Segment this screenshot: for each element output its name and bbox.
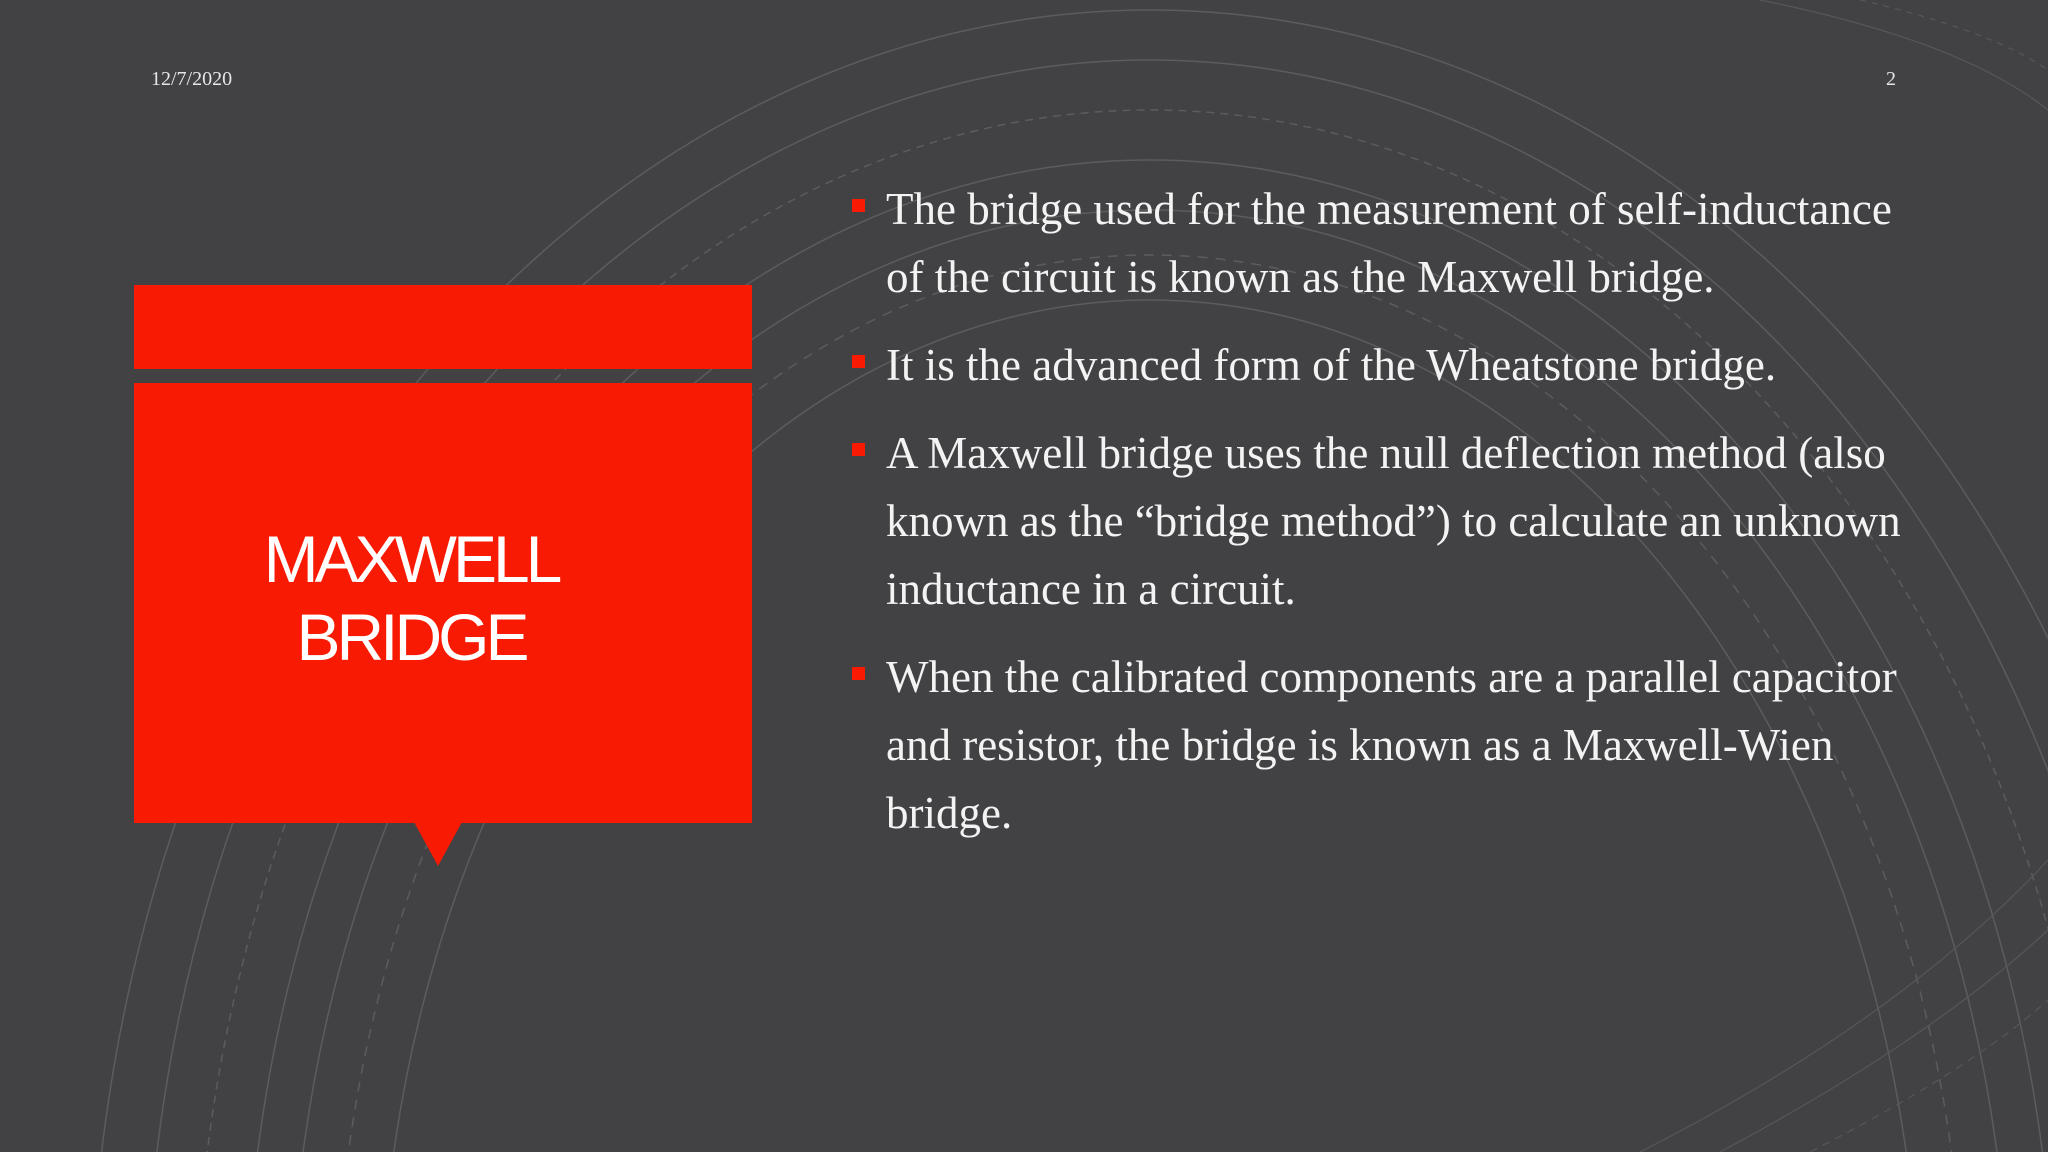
- callout-pointer: [414, 822, 462, 866]
- bullet-square-icon: [852, 355, 865, 368]
- bullet-list: [850, 175, 1920, 867]
- bullet-text: When the calibrated components are a parallel capacitor and resistor, the bridge is known as a Maxwell-Wien bridge.: [886, 652, 1897, 838]
- slide-page-number: 2: [1886, 68, 1896, 90]
- bullet-text: A Maxwell bridge uses the null deflection method (also known as the “bridge method”) to calculate an unknown inductance in a circuit.: [886, 428, 1901, 614]
- slide-title-line-2: BRIDGE: [296, 600, 526, 674]
- bullet-text: It is the advanced form of the Wheatstone bridge.: [886, 340, 1777, 390]
- accent-bar: [134, 285, 752, 369]
- bullet-item: [850, 419, 1920, 623]
- slide-date: 12/7/2020: [151, 68, 233, 90]
- slide-title: [134, 520, 688, 676]
- bullet-square-icon: [852, 667, 865, 680]
- bullet-item: [850, 331, 1920, 399]
- bullet-text: The bridge used for the measurement of self-inductance of the circuit is known as the Maxwell bridge.: [886, 184, 1892, 302]
- bullet-item: [850, 175, 1920, 311]
- bullet-square-icon: [852, 443, 865, 456]
- bullet-item: [850, 643, 1920, 847]
- slide-title-line-1: MAXWELL: [263, 522, 559, 596]
- bullet-square-icon: [852, 199, 865, 212]
